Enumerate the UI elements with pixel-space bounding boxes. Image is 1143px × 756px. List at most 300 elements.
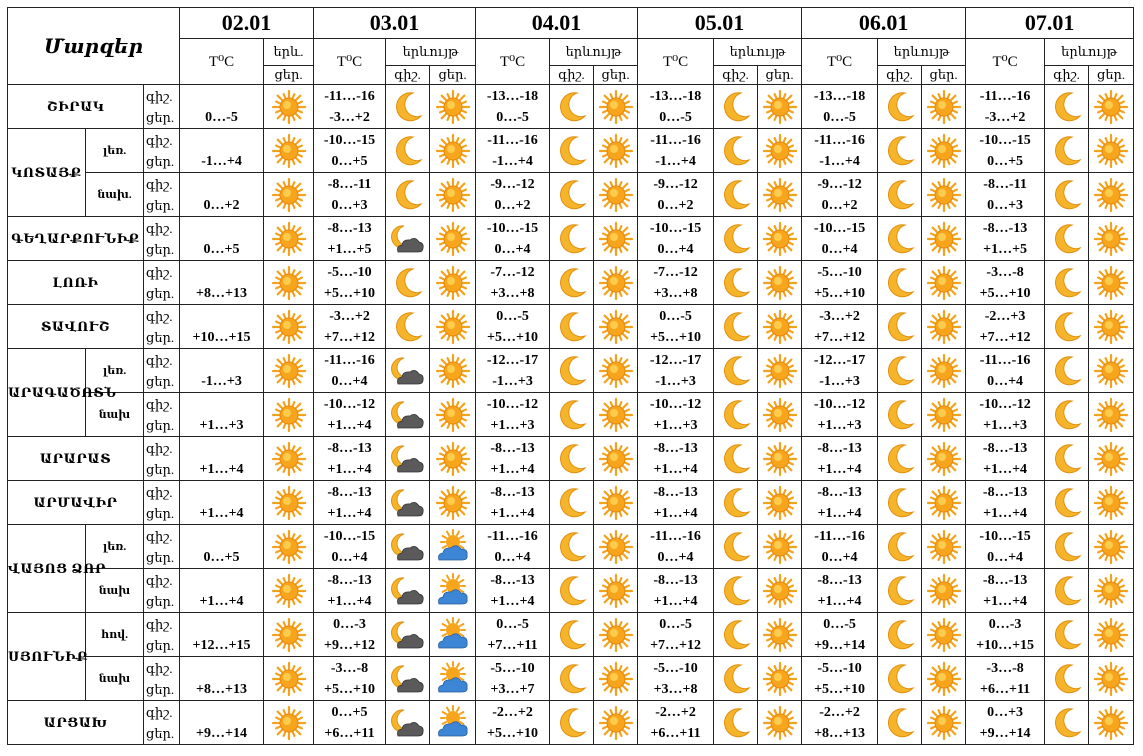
night-temperature: 0…-3	[333, 616, 366, 632]
day-temperature: 0…+3	[331, 197, 368, 213]
moon-icon	[1050, 222, 1084, 256]
temperature-cell	[802, 173, 878, 217]
moon-icon	[719, 398, 753, 432]
forecast-row	[8, 569, 1134, 613]
temperature-cell	[314, 701, 386, 745]
period-labels	[144, 657, 180, 701]
temperature-cell	[314, 525, 386, 569]
moon-icon	[555, 662, 589, 696]
moon-icon	[555, 706, 589, 740]
forecast-row	[8, 613, 1134, 657]
night-temperature: -11…-16	[814, 528, 865, 544]
sun-icon	[1094, 222, 1128, 256]
night-weather-cell	[386, 701, 430, 745]
temperature-cell	[180, 129, 264, 173]
period-labels	[144, 349, 180, 393]
temperature-cell	[638, 569, 714, 613]
date-header: 04.01	[476, 8, 638, 39]
moon-icon	[555, 354, 589, 388]
day-weather-cell	[594, 481, 638, 525]
day-label: ցեր.	[146, 373, 175, 389]
night-weather-cell	[1045, 305, 1089, 349]
night-temperature: -10…-15	[486, 220, 539, 236]
sun-icon	[1094, 134, 1128, 168]
night-temperature: -9…-12	[817, 176, 862, 192]
temperature-cell	[638, 393, 714, 437]
temperature-cell	[180, 701, 264, 745]
night-weather-cell	[1045, 129, 1089, 173]
night-weather-cell	[1045, 217, 1089, 261]
temperature-cell	[966, 657, 1045, 701]
moon-icon	[719, 222, 753, 256]
day-weather-cell	[1089, 657, 1134, 701]
day-temperature: -1…+4	[492, 153, 533, 169]
night-weather-cell	[714, 393, 758, 437]
sun-icon	[763, 134, 797, 168]
sun-icon	[599, 398, 633, 432]
forecast-row	[8, 305, 1134, 349]
day-temperature: -3…+2	[984, 109, 1026, 125]
sun-icon	[927, 618, 961, 652]
moon-icon	[883, 618, 917, 652]
day-weather-cell	[430, 305, 476, 349]
night-temperature: -8…-13	[817, 440, 862, 456]
temperature-cell	[802, 437, 878, 481]
sun-icon	[763, 178, 797, 212]
table-body	[8, 85, 1134, 745]
night-weather-cell	[550, 613, 594, 657]
day-weather-cell	[758, 613, 802, 657]
day-weather-cell	[594, 129, 638, 173]
sun-icon	[272, 530, 306, 564]
night-weather-cell	[550, 657, 594, 701]
night-label: գիշ.	[146, 352, 173, 368]
night-label: գիշ.	[146, 220, 173, 236]
temperature-cell	[802, 525, 878, 569]
night-temperature: 0…-5	[659, 308, 692, 324]
subregion-label: լեռ.	[86, 525, 144, 569]
day-weather-cell	[1089, 85, 1134, 129]
moon-cloud-icon	[390, 486, 426, 520]
temperature-cell	[802, 613, 878, 657]
night-weather-cell	[714, 701, 758, 745]
day-weather-cell	[758, 85, 802, 129]
night-temperature: -3…-8	[986, 264, 1024, 280]
subregion-label: նախ	[86, 657, 144, 701]
subregion-label: լեռ.	[86, 349, 144, 393]
night-temperature: 0…-5	[823, 616, 856, 632]
day-weather-cell	[430, 129, 476, 173]
sun-icon	[1094, 178, 1128, 212]
moon-icon	[391, 90, 425, 124]
night-label: գիշ.	[146, 132, 173, 148]
day-weather-cell	[430, 85, 476, 129]
moon-icon	[883, 486, 917, 520]
period-labels	[144, 85, 180, 129]
night-temperature: -7…-12	[490, 264, 535, 280]
region-name: ՎԱՅՈՑ ՁՈՐ	[8, 525, 86, 613]
night-temperature: -8…-13	[327, 572, 372, 588]
day-weather-cell	[1089, 261, 1134, 305]
night-temperature: -7…-12	[653, 264, 698, 280]
day-temperature: -1…+4	[819, 153, 860, 169]
night-weather-cell	[714, 481, 758, 525]
night-weather-cell	[878, 173, 922, 217]
night-weather-cell	[386, 129, 430, 173]
moon-icon	[719, 178, 753, 212]
sun-icon	[927, 90, 961, 124]
day-temperature: +5…+10	[324, 285, 375, 301]
sun-icon	[763, 662, 797, 696]
moon-icon	[883, 442, 917, 476]
temperature-cell	[476, 657, 550, 701]
weather-cell	[264, 129, 314, 173]
night-temperature: 0…-5	[496, 616, 529, 632]
night-weather-cell	[878, 85, 922, 129]
day-temperature: 0…+2	[494, 197, 531, 213]
moon-icon	[1050, 90, 1084, 124]
day-temperature: 0…-5	[659, 109, 692, 125]
sun-icon	[1094, 442, 1128, 476]
day-subheader: ցեր.	[758, 66, 802, 85]
temperature-cell	[966, 173, 1045, 217]
weather-cell	[264, 569, 314, 613]
day-weather-cell	[922, 85, 966, 129]
moon-icon	[883, 398, 917, 432]
night-subheader: գիշ.	[714, 66, 758, 85]
night-label: գիշ.	[146, 308, 173, 324]
sun-icon	[599, 354, 633, 388]
night-weather-cell	[386, 525, 430, 569]
night-weather-cell	[714, 437, 758, 481]
table-header	[8, 8, 1134, 85]
night-temperature: -10…-12	[979, 396, 1031, 412]
day-weather-cell	[1089, 701, 1134, 745]
night-weather-cell	[714, 261, 758, 305]
day-weather-cell	[430, 349, 476, 393]
moon-icon	[1050, 134, 1084, 168]
day-temperature: +6…+11	[650, 725, 701, 741]
day-temperature: +5…+10	[814, 285, 866, 301]
phenomenon-header: երևույթ	[714, 39, 802, 66]
day-temperature: +1…+4	[327, 593, 372, 609]
day-temperature: +1…+4	[983, 505, 1028, 521]
day-temperature: 0…+4	[331, 373, 368, 389]
night-subheader: գիշ.	[878, 66, 922, 85]
forecast-row	[8, 129, 1134, 173]
subregion-label: նախ	[86, 393, 144, 437]
night-temperature: -9…-12	[653, 176, 698, 192]
moon-icon	[555, 178, 589, 212]
temperature-cell	[638, 481, 714, 525]
day-temperature: +1…+4	[817, 593, 862, 609]
sun-icon	[272, 574, 306, 608]
temperature-cell	[638, 305, 714, 349]
night-temperature: -8…-13	[653, 484, 698, 500]
day-temperature: +3…+8	[653, 681, 698, 697]
day-weather-cell	[594, 305, 638, 349]
moon-icon	[1050, 618, 1084, 652]
temperature-cell	[802, 261, 878, 305]
temperature-cell	[802, 129, 878, 173]
temperature-cell	[802, 305, 878, 349]
night-weather-cell	[714, 217, 758, 261]
sun-icon	[436, 266, 470, 300]
day-temperature: +1…+3	[817, 417, 862, 433]
moon-icon	[719, 90, 753, 124]
temperature-cell	[638, 85, 714, 129]
day-weather-cell	[922, 217, 966, 261]
region-name: ԱՐԱՐԱՏ	[8, 437, 144, 481]
sun-icon	[599, 134, 633, 168]
temperature-cell	[476, 349, 550, 393]
day-weather-cell	[922, 261, 966, 305]
sun-icon	[436, 134, 470, 168]
day-temperature: +5…+10	[324, 681, 375, 697]
phenomenon-header: երևույթ	[386, 39, 476, 66]
moon-cloud-icon	[390, 222, 426, 256]
day-weather-cell	[922, 525, 966, 569]
temperature-cell	[966, 481, 1045, 525]
region-name: ԳԵՂԱՐՔՈՒՆԻՔ	[8, 217, 144, 261]
moon-icon	[883, 574, 917, 608]
day-weather-cell	[430, 569, 476, 613]
day-weather-cell	[922, 173, 966, 217]
temperature-cell	[966, 305, 1045, 349]
moon-icon	[883, 310, 917, 344]
sun-icon	[599, 662, 633, 696]
night-temperature: -11…-16	[979, 88, 1031, 104]
weather-cell	[264, 261, 314, 305]
region-name: ԱՐՄԱՎԻՐ	[8, 481, 144, 525]
day-temperature: 0…+2	[821, 197, 858, 213]
sun-icon	[436, 354, 470, 388]
temperature-cell	[476, 129, 550, 173]
sun-icon	[1094, 266, 1128, 300]
day-temperature: +3…+7	[490, 681, 535, 697]
temperature-cell	[476, 217, 550, 261]
sun-icon	[927, 222, 961, 256]
moon-icon	[391, 134, 425, 168]
day-weather-cell	[758, 349, 802, 393]
temperature-cell	[802, 481, 878, 525]
day-weather-cell	[594, 437, 638, 481]
night-weather-cell	[878, 437, 922, 481]
moon-icon	[883, 354, 917, 388]
temperature-cell	[314, 393, 386, 437]
moon-cloud-icon	[390, 574, 426, 608]
night-temperature: -3…-8	[986, 660, 1024, 676]
sun-icon	[436, 90, 470, 124]
sun-icon	[763, 266, 797, 300]
moon-icon	[555, 530, 589, 564]
night-temperature: -12…-17	[649, 352, 702, 368]
sun-icon	[763, 530, 797, 564]
moon-icon	[719, 574, 753, 608]
temperature-cell	[802, 657, 878, 701]
region-name: ԼՈՌԻ	[8, 261, 144, 305]
temperature-cell	[966, 613, 1045, 657]
temperature-cell	[802, 85, 878, 129]
day-temperature: +5…+10	[979, 285, 1031, 301]
night-subheader: գիշ.	[550, 66, 594, 85]
day-weather-cell	[1089, 393, 1134, 437]
moon-icon	[719, 618, 753, 652]
day-temperature: +1…+4	[653, 505, 698, 521]
night-temperature: -12…-17	[813, 352, 866, 368]
day-temperature: 0…-5	[205, 109, 238, 125]
night-weather-cell	[550, 217, 594, 261]
night-temperature: -10…-15	[979, 528, 1031, 544]
moon-icon	[883, 134, 917, 168]
region-name: ԿՈՏԱՅՔ	[8, 129, 86, 217]
day-label: ցեր.	[146, 725, 175, 741]
moon-icon	[719, 530, 753, 564]
day-weather-cell	[430, 393, 476, 437]
day-temperature: 0…+4	[331, 549, 368, 565]
sun-icon	[599, 442, 633, 476]
forecast-row	[8, 85, 1134, 129]
night-weather-cell	[1045, 657, 1089, 701]
day-temperature: +1…+4	[199, 505, 244, 521]
day-label: ցեր.	[146, 109, 175, 125]
temperature-header: T⁰C	[476, 39, 550, 85]
moon-icon	[719, 310, 753, 344]
sun-cloud-icon	[435, 618, 471, 652]
moon-cloud-icon	[390, 354, 426, 388]
day-temperature: +1…+4	[199, 593, 244, 609]
forecast-row	[8, 393, 1134, 437]
night-temperature: -13…-18	[813, 88, 866, 104]
night-weather-cell	[878, 613, 922, 657]
night-temperature: -11…-16	[487, 132, 538, 148]
phenomenon-header: երևույթ	[550, 39, 638, 66]
night-weather-cell	[386, 173, 430, 217]
day-temperature: +3…+8	[653, 285, 698, 301]
date-header: 05.01	[638, 8, 802, 39]
night-temperature: -5…-10	[653, 660, 698, 676]
day-weather-cell	[758, 569, 802, 613]
day-weather-cell	[922, 481, 966, 525]
day-weather-cell	[594, 569, 638, 613]
sun-icon	[272, 222, 306, 256]
day-weather-cell	[594, 217, 638, 261]
moon-icon	[719, 134, 753, 168]
day-weather-cell	[594, 525, 638, 569]
sun-icon	[763, 90, 797, 124]
temperature-cell	[476, 437, 550, 481]
night-temperature: -8…-11	[327, 176, 372, 192]
day-weather-cell	[430, 481, 476, 525]
day-label: ցեր.	[146, 197, 175, 213]
night-weather-cell	[1045, 569, 1089, 613]
moon-icon	[1050, 398, 1084, 432]
sun-cloud-icon	[435, 706, 471, 740]
day-temperature: +5…+10	[650, 329, 702, 345]
phenomenon-header: երևույթ	[878, 39, 966, 66]
sun-icon	[272, 706, 306, 740]
day-temperature: +1…+5	[983, 241, 1028, 257]
moon-icon	[1050, 486, 1084, 520]
night-temperature: 0…-3	[988, 616, 1022, 632]
sun-icon	[763, 486, 797, 520]
night-weather-cell	[714, 173, 758, 217]
phenomenon-header: երևույթ	[1045, 39, 1134, 66]
day-temperature: -1…+3	[819, 373, 860, 389]
sun-icon	[927, 354, 961, 388]
moon-icon	[1050, 178, 1084, 212]
sun-icon	[599, 178, 633, 212]
night-weather-cell	[550, 129, 594, 173]
day-temperature: +9…+14	[814, 637, 866, 653]
day-weather-cell	[922, 613, 966, 657]
period-labels	[144, 217, 180, 261]
sun-icon	[1094, 354, 1128, 388]
temperature-cell	[180, 349, 264, 393]
day-temperature: +3…+8	[490, 285, 535, 301]
day-temperature: +7…+12	[650, 637, 702, 653]
region-name: ՏԱՎՈՒՇ	[8, 305, 144, 349]
night-temperature: -5…-10	[490, 660, 535, 676]
night-temperature: -3…-8	[330, 660, 369, 676]
day-temperature: +9…+14	[979, 725, 1031, 741]
day-weather-cell	[430, 613, 476, 657]
night-temperature: -2…+2	[655, 704, 696, 720]
sun-icon	[1094, 618, 1128, 652]
temperature-cell	[638, 437, 714, 481]
night-temperature: -11…-16	[487, 528, 538, 544]
night-label: գիշ.	[146, 528, 173, 544]
night-weather-cell	[1045, 349, 1089, 393]
day-temperature: +1…+4	[490, 461, 535, 477]
night-weather-cell	[714, 349, 758, 393]
temperature-cell	[180, 569, 264, 613]
sun-icon	[763, 398, 797, 432]
sun-icon	[763, 222, 797, 256]
sun-cloud-icon	[435, 574, 471, 608]
temperature-cell	[180, 261, 264, 305]
night-weather-cell	[386, 261, 430, 305]
day-weather-cell	[430, 437, 476, 481]
sun-icon	[927, 530, 961, 564]
day-temperature: +1…+3	[199, 417, 244, 433]
region-name: ԱՐԱԳԱԾՈՏՆ	[8, 349, 86, 437]
night-weather-cell	[386, 657, 430, 701]
sun-icon	[927, 574, 961, 608]
date-header: 02.01	[180, 8, 314, 39]
night-label: գիշ.	[146, 88, 173, 104]
night-weather-cell	[550, 261, 594, 305]
sun-icon	[272, 134, 306, 168]
night-weather-cell	[714, 85, 758, 129]
temperature-cell	[180, 481, 264, 525]
moon-icon	[555, 134, 589, 168]
night-weather-cell	[878, 305, 922, 349]
moon-cloud-icon	[390, 662, 426, 696]
temperature-cell	[638, 129, 714, 173]
day-temperature: +6…+11	[979, 681, 1031, 697]
night-temperature: -13…-18	[649, 88, 702, 104]
weather-cell	[264, 393, 314, 437]
day-temperature: 0…+5	[331, 153, 368, 169]
day-temperature: 0…+5	[987, 153, 1024, 169]
day-weather-cell	[922, 701, 966, 745]
night-subheader: գիշ.	[386, 66, 430, 85]
night-weather-cell	[386, 217, 430, 261]
day-weather-cell	[430, 657, 476, 701]
day-label: ցեր.	[146, 505, 175, 521]
day-weather-cell	[922, 349, 966, 393]
